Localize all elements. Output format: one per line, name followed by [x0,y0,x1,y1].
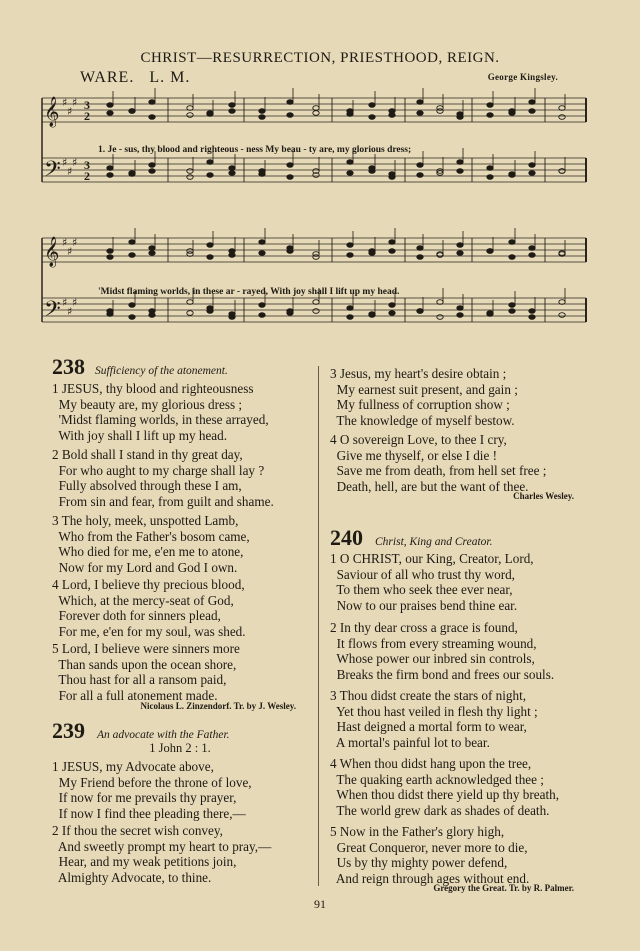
column-divider [318,366,319,886]
note-head [369,115,375,120]
stanza: 1 O CHRIST, our King, Creator, Lord, Saviour of all who trust thy word, To them who seek thee ever near, Now to our praises bend thine ear. [330,551,534,613]
tune-name: WARE. [80,69,135,86]
lyric-line-2: 'Midst flaming worlds, in these ar - rayed, With joy shall I lift up my head. [98,287,400,297]
note-head [457,115,463,120]
sharp-symbol: ♯ [72,96,78,109]
attribution: Nicolaus L. Zinzendorf. Tr. by J. Wesley. [140,701,296,711]
note-head [187,113,193,118]
note-head [129,240,135,245]
stanza: 5 Lord, I believe were sinners more Than sands upon the ocean shore, Thou hast for all a ransom paid, For all a full atonement made. [52,641,240,703]
stanza: 2 In thy dear cross a grace is found, It flows from every streaming wound, Whose power our inbred sin controls, Breaks the firm bond and frees our souls. [330,620,555,682]
note-head [149,169,155,174]
stanza: 4 When thou didst hang upon the tree, The quaking earth acknowledged thee ; When thou didst there yield up thy breath, The world grew dark as shades of death. [330,756,560,818]
note-head [207,173,213,178]
note-head [457,306,463,311]
note-head [457,251,463,256]
note-head [509,240,515,245]
note-head [207,243,213,248]
sharp-symbol: ♯ [62,96,68,109]
note-head [529,315,535,320]
note-head [487,113,493,118]
note-head [389,240,395,245]
note-head [207,111,213,116]
sharp-symbol: ♯ [67,105,73,118]
note-head [229,103,235,108]
note-head [107,249,113,254]
note-head [417,100,423,105]
note-head [107,173,113,178]
stanza: 3 The holy, meek, unspotted Lamb, Who from the Father's bosom came, Who died for me, e'en me to atone, Now for my Lord and God I own. [52,513,250,575]
note-head [417,111,423,116]
note-head [417,309,423,314]
note-head [389,249,395,254]
note-head [487,311,493,316]
note-head [287,311,293,316]
stanza: 1 JESUS, thy blood and righteousness My beauty are, my glorious dress ; 'Midst flaming worlds, in these arrayed, With joy shall I lift up my head. [52,381,269,443]
note-head [229,166,235,171]
hymn-subtitle: An advocate with the Father. [97,729,230,741]
note-head [149,251,155,256]
time-signature: 2 [84,109,90,123]
sharp-symbol: ♯ [67,165,73,178]
sharp-symbol: ♯ [62,236,68,249]
note-head [229,171,235,176]
note-head [559,169,565,174]
sharp-symbol: ♯ [72,236,78,249]
note-head [509,309,515,314]
clef-symbol: 𝄞 [44,97,60,127]
note-head [389,311,395,316]
note-head [259,169,265,174]
hymn-number: 240 [330,525,363,550]
stanza: 4 Lord, I believe thy precious blood, Which, at the mercy-seat of God, Forever doth for sinners plead, For me, e'en for my soul, was shed. [52,577,246,639]
note-head [107,103,113,108]
note-head [487,166,493,171]
note-head [187,175,193,180]
note-head [529,246,535,251]
stanza: 5 Now in the Father's glory high, Great Conqueror, never more to die, Us by thy mighty power defend, And reign through ages without end. [330,824,530,886]
stanza: 3 Thou didst create the stars of night, Yet thou hast veiled in flesh thy light ; Hast deigned a mortal form to wear, A mortal's painful lot to bear. [330,688,538,750]
note-head [487,175,493,180]
clef-symbol: 𝄞 [44,237,60,267]
hymn-number: 238 [52,354,85,379]
note-head [207,255,213,260]
note-head [559,115,565,120]
note-head [259,240,265,245]
note-head [229,253,235,258]
note-head [347,109,353,114]
note-head [287,163,293,168]
note-head [229,315,235,320]
note-head [417,255,423,260]
note-head [347,160,353,165]
note-head [107,166,113,171]
note-head [287,249,293,254]
note-head [487,249,493,254]
note-head [389,175,395,180]
note-head [389,113,395,118]
note-head [347,253,353,258]
note-head [347,243,353,248]
hymn-238-header [52,354,228,380]
note-head [287,113,293,118]
note-head [259,303,265,308]
stanza: 2 Bold shall I stand in thy great day, For who aught to my charge shall lay ? Fully absolved through these I am, From sin and fear, from guilt and shame. [52,447,274,509]
note-head [509,111,515,116]
note-head [369,313,375,318]
note-head [417,173,423,178]
note-head [149,163,155,168]
note-head [129,253,135,258]
hymn-subtitle: Sufficiency of the atonement. [95,365,228,377]
stanza: 3 Jesus, my heart's desire obtain ; My earnest suit present, and gain ; My fullness of corruption show ; The knowledge of myself bestow. [330,366,518,428]
note-head [347,315,353,320]
tune-meter: L. M. [149,69,191,86]
note-head [347,306,353,311]
time-signature: 3 [84,158,90,172]
attribution: Charles Wesley. [513,491,574,501]
note-head [149,100,155,105]
note-head [207,309,213,314]
note-head [529,163,535,168]
note-head [129,315,135,320]
time-signature: 2 [84,169,90,183]
note-head [509,173,515,178]
stanza: 1 JESUS, my Advocate above, My Friend before the throne of love, If now for me prevails thy prayer, If now I find thee pleading there,— [52,759,252,821]
note-head [207,160,213,165]
note-head [187,169,193,174]
note-head [437,109,443,114]
note-head [313,255,319,260]
note-head [229,109,235,114]
clef-symbol: 𝄢 [44,297,61,327]
note-head [259,109,265,114]
note-head [457,169,463,174]
note-head [347,171,353,176]
section-title: CHRIST—RESURRECTION, PRIESTHOOD, REIGN. [140,50,500,66]
note-head [559,313,565,318]
note-head [313,309,319,314]
clef-symbol: 𝄢 [44,157,61,187]
note-head [417,246,423,251]
note-head [369,169,375,174]
note-head [369,103,375,108]
note-head [457,160,463,165]
note-head [437,315,443,320]
note-head [259,251,265,256]
note-head [149,313,155,318]
hymn-number: 239 [52,718,85,743]
tune-heading [80,69,190,87]
note-head [529,171,535,176]
sharp-symbol: ♯ [67,305,73,318]
note-head [187,249,193,254]
note-head [129,171,135,176]
stanza: 4 O sovereign Love, to thee I cry, Give me thyself, or else I die ! Save me from death, from hell set free ; Death, hell, are but the want of thee. [330,432,547,494]
hymn-240-header [330,525,492,551]
note-head [529,253,535,258]
note-head [187,311,193,316]
note-head [509,303,515,308]
note-head [107,309,113,314]
note-head [129,109,135,114]
note-head [529,100,535,105]
sharp-symbol: ♯ [72,156,78,169]
note-head [417,163,423,168]
note-head [509,255,515,260]
note-head [313,111,319,116]
note-head [529,309,535,314]
scripture-reference: 1 John 2 : 1. [149,741,211,755]
attribution: Gregory the Great. Tr. by R. Palmer. [433,883,574,893]
lyric-line-1: 1. Je - sus, thy blood and righteous - ness My beau - ty are, my glorious dress; [98,145,412,155]
note-head [259,313,265,318]
sharp-symbol: ♯ [62,156,68,169]
page-number: 91 [314,897,326,911]
sharp-symbol: ♯ [67,245,73,258]
sharp-symbol: ♯ [62,296,68,309]
note-head [107,255,113,260]
note-head [287,175,293,180]
note-head [487,103,493,108]
note-head [529,109,535,114]
note-head [107,111,113,116]
note-head [389,303,395,308]
note-head [287,100,293,105]
note-head [457,313,463,318]
stanza: 2 If thou the secret wish convey, And sweetly prompt my heart to pray,— Hear, and my weak petitions join, Almighty Advocate, to thine. [52,823,272,885]
sharp-symbol: ♯ [72,296,78,309]
hymn-subtitle: Christ, King and Creator. [375,536,493,548]
note-head [369,251,375,256]
composer: George Kingsley. [487,72,558,82]
note-head [129,303,135,308]
note-head [149,115,155,120]
note-head [457,243,463,248]
time-signature: 3 [84,98,90,112]
note-head [259,115,265,120]
note-head [149,246,155,251]
